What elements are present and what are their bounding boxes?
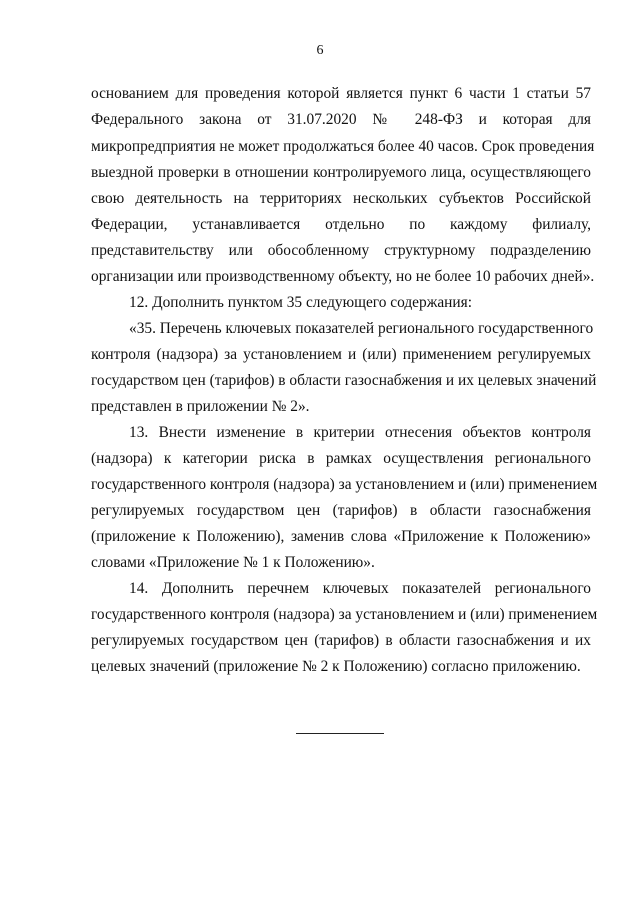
item-12-heading: 12. Дополнить пунктом 35 следующего содержания: [129,294,472,311]
text-line: Федерального закона от 31.07.2020 № 248-ФЗ и которая для [91,111,591,128]
page-number: 6 [316,43,324,58]
item-13-heading: 13. Внести изменение в критерии отнесения объектов контроля [129,424,591,441]
text-line: регулируемых государством цен (тарифов) в области газоснабжения [91,502,591,519]
text-line: основанием для проведения которой является пункт 6 части 1 статьи 57 [91,85,591,102]
text-line: свою деятельность на территориях нескольких субъектов Российской [91,190,591,207]
item-14-heading: 14. Дополнить перечнем ключевых показателей регионального [129,580,591,597]
text-line: целевых значений (приложение № 2 к Положению) согласно приложению. [91,658,581,675]
text-line: словами «Приложение № 1 к Положению». [91,554,375,571]
text-line: Федерации, устанавливается отдельно по каждому филиалу, [91,216,591,233]
text-line: (надзора) к категории риска в рамках осуществления регионального [91,450,591,467]
text-line: представлен в приложении № 2». [91,398,310,415]
text-line: контроля (надзора) за установлением и (или) применением регулируемых [91,346,591,363]
end-separator-line [296,733,384,734]
text-line: «35. Перечень ключевых показателей регионального государственного [129,320,594,337]
text-line: государственного контроля (надзора) за установлением и (или) применением [91,606,598,623]
text-line: (приложение к Положению), заменив слова «Приложение к Положению» [91,528,591,545]
text-line: регулируемых государством цен (тарифов) в области газоснабжения и их [91,632,591,649]
text-line: государственного контроля (надзора) за установлением и (или) применением [91,476,598,493]
text-line: выездной проверки в отношении контролируемого лица, осуществляющего [91,164,591,181]
text-line: микропредприятия не может продолжаться более 40 часов. Срок проведения [91,138,595,155]
text-line: представительству или обособленному структурному подразделению [91,242,591,259]
text-line: государством цен (тарифов) в области газоснабжения и их целевых значений [91,372,597,389]
text-line: организации или производственному объекту, но не более 10 рабочих дней». [91,268,595,285]
